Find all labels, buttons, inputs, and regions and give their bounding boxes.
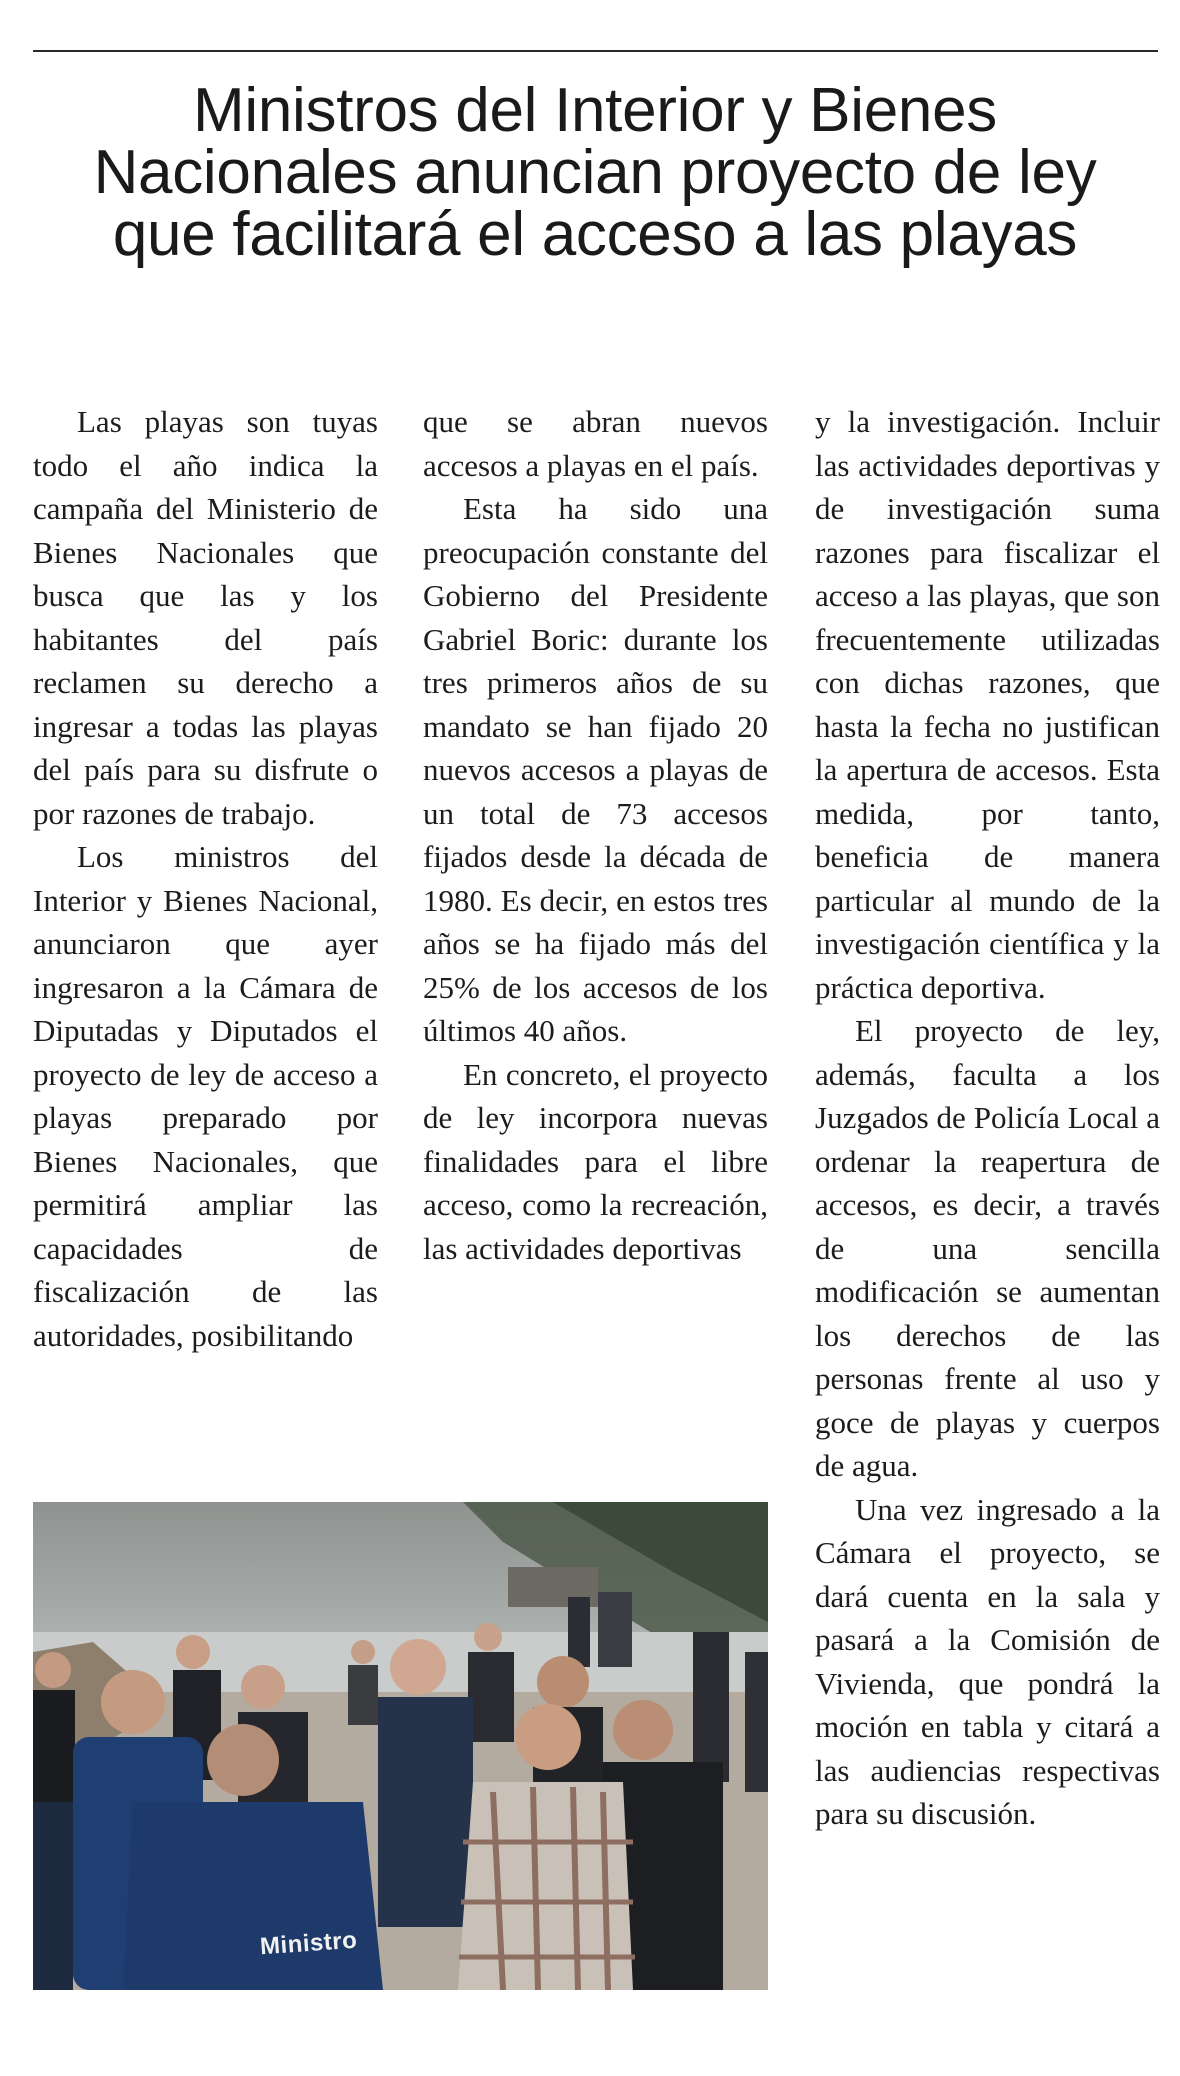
photo-illustration: [33, 1502, 768, 1990]
paragraph-2: Los ministros del Interior y Bienes Nacional, anunciaron que ayer ingresaron a la Cámara de Diputadas y Diputados el proyecto de ley de acceso a playas preparado por Bienes Nacionales, que permitirá ampliar las capacidades de fiscalización de las autoridades, posibilitando: [33, 839, 378, 1353]
paragraph-7: El proyecto de ley, además, faculta a los Juzgados de Policía Local a ordenar la reapertura de accesos, es decir, a través de una sencilla modificación se aumentan los derechos de las personas frente al uso y goce de playas y cuerpos de agua.: [815, 1013, 1160, 1483]
paragraph-1: Las playas son tuyas todo el año indica la campaña del Ministerio de Bienes Nacionales que busca que las y los habitantes del país reclamen su derecho a ingresar a todas las playas del país para su disfrute o por razones de trabajo.: [33, 404, 378, 831]
top-rule: [33, 50, 1158, 52]
article-photo: [33, 1502, 768, 1990]
paragraph-8: Una vez ingresado a la Cámara el proyecto, se dará cuenta en la sala y pasará a la Comisión de Vivienda, que pondrá la moción en tabla y citará a las audiencias respectivas para su discusión.: [815, 1491, 1160, 1831]
paragraph-3: que se abran nuevos accesos a playas en el país.: [423, 404, 768, 483]
article-headline: Ministros del Interior y Bienes Nacionales anuncian proyecto de ley que facilitará el acceso a las playas: [93, 76, 1097, 269]
article-column-1: [33, 400, 378, 1357]
paragraph-6: y la investigación. Incluir las actividades deportivas y de investigación suma razones para fiscalizar el acceso a las playas, que son frecuentemente utilizadas con dichas razones, que hasta la fecha no justifican la apertura de accesos. Esta medida, por tanto, beneficia de manera particular al mundo de la investigación científica y la práctica deportiva.: [815, 404, 1160, 1005]
article-column-3: [815, 400, 1160, 1836]
photo-jacket-text: Ministro: [259, 1926, 359, 1961]
paragraph-4: Esta ha sido una preocupación constante del Gobierno del Presidente Gabriel Boric: durante los tres primeros años de su mandato se han fijado 20 nuevos accesos a playas de un total de 73 accesos fijados desde la década de 1980. Es decir, en estos tres años se ha fijado más del 25% de los accesos de los últimos 40 años.: [423, 491, 768, 1048]
paragraph-5: En concreto, el proyecto de ley incorpora nuevas finalidades para el libre acceso, como la recreación, las actividades deportivas: [423, 1056, 768, 1266]
article-column-2: [423, 400, 768, 1270]
